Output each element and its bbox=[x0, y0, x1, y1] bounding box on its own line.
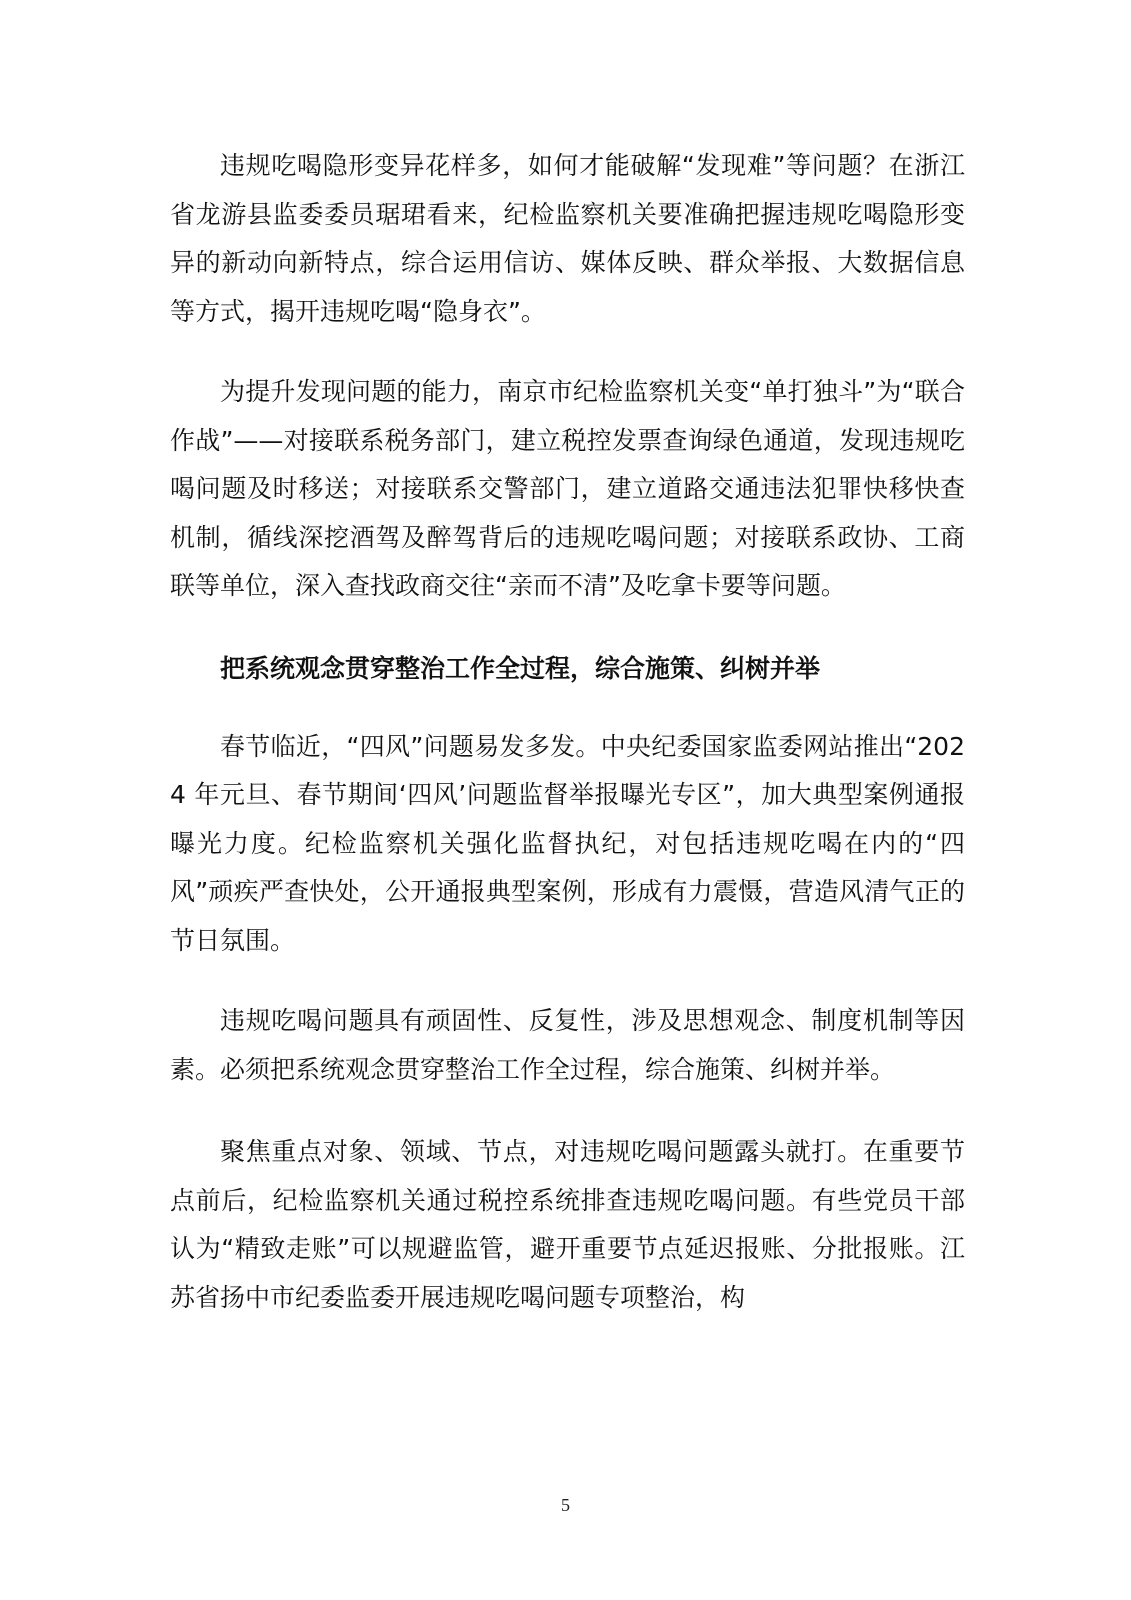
paragraph-1: 违规吃喝隐形变异花样多，如何才能破解“发现难”等问题？在浙江省龙游县监委委员琚珺看来，纪检监察机关要准确把握违规吃喝隐形变异的新动向新特点，综合运用信访、媒体反映、群众举报、大数据信息等方式，揭开违规吃喝“隐身衣”。 bbox=[170, 151, 965, 326]
paragraph-3: 春节临近，“四风”问题易发多发。中央纪委国家监委网站推出“2024 年元旦、春节期间‘四风’问题监督举报曝光专区”，加大典型案例通报曝光力度。纪检监察机关强化监督执纪，对包括违规吃喝在内的“四风”顽疾严查快处，公开通报典型案例，形成有力震慑，营造风清气正的节日氛围。 bbox=[170, 731, 965, 955]
paragraph-4: 违规吃喝问题具有顽固性、反复性，涉及思想观念、制度机制等因素。必须把系统观念贯穿整治工作全过程，综合施策、纠树并举。 bbox=[170, 1006, 965, 1084]
section-heading: 把系统观念贯穿整治工作全过程，综合施策、纠树并举 bbox=[220, 653, 821, 683]
document-body bbox=[170, 142, 965, 1322]
paragraph-5: 聚焦重点对象、领域、节点，对违规吃喝问题露头就打。在重要节点前后，纪检监察机关通过税控系统排查违规吃喝问题。有些党员干部认为“精致走账”可以规避监管，避开重要节点延迟报账、分批报账。江苏省扬中市纪委监委开展违规吃喝问题专项整治，构 bbox=[170, 1137, 965, 1312]
page-number: 5 bbox=[561, 1495, 570, 1515]
paragraph-2: 为提升发现问题的能力，南京市纪检监察机关变“单打独斗”为“联合作战”——对接联系税务部门，建立税控发票查询绿色通道，发现违规吃喝问题及时移送；对接联系交警部门，建立道路交通违法犯罪快移快查机制，循线深挖酒驾及醉驾背后的违规吃喝问题；对接联系政协、工商联等单位，深入查找政商交往“亲而不清”及吃拿卡要等问题。 bbox=[170, 377, 965, 600]
